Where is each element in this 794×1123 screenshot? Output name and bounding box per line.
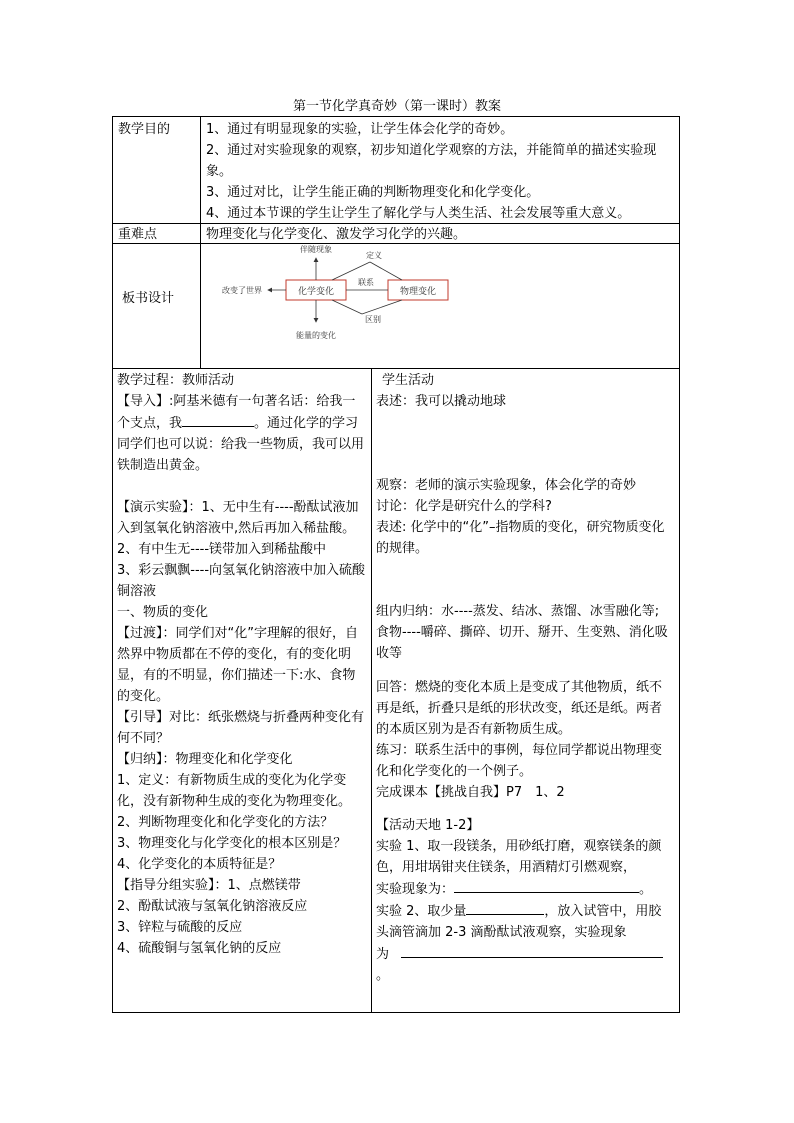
phenomenon-label: 伴随现象	[300, 245, 332, 254]
question-4: 4、化学变化的本质特征是？	[117, 857, 282, 872]
demo-experiment-1: 【演示实验】：1、无中生有----酚酞试液加入到氢氧化钠溶液中,然后再加入稀盐酸。	[117, 500, 359, 536]
objective-item: 4、通过本节课的学生让学生了解化学与人类生活、社会发展等重大意义。	[206, 206, 631, 221]
intro-paragraph: 【导入】:阿基米德有一句著名话：给我一个支点，我 。通过化学的学习同学们也可以说：给我一些物质，我可以用铁制造出黄金。	[117, 394, 365, 473]
student-header: 学生活动	[382, 373, 435, 388]
objective-item: 3、通过对比，让学生能正确的判断物理变化和化学变化。	[206, 185, 540, 200]
experiment-2-result: 为。	[376, 943, 674, 986]
lesson-plan-table	[112, 116, 680, 1013]
link-label: 联系	[358, 278, 374, 287]
student-challenge: 完成课本【挑战自我】P7 1、2	[376, 785, 565, 800]
demo-experiment-3: 3、彩云飘飘----向氢氧化钠溶液中加入硫酸铜溶液	[117, 563, 366, 599]
group-experiment-4: 4、硫酸铜与氢氧化钠的反应	[117, 941, 282, 956]
world-label: 改变了世界	[222, 286, 262, 295]
group-experiment-3: 3、锌粒与硫酸的反应	[117, 920, 243, 935]
document-title: 第一节化学真奇妙（第一课时）教案	[292, 99, 501, 114]
objective-item: 1、通过有明显现象的实验，让学生体会化学的奇妙。	[206, 122, 514, 137]
question-2: 2、判断物理变化和化学变化的方法？	[117, 815, 334, 830]
key-points-label: 重难点	[118, 227, 158, 242]
definition-label: 定义	[366, 251, 382, 260]
intro-blank	[182, 412, 254, 427]
chemical-change-label: 化学变化	[297, 287, 335, 297]
question-3: 3、物理变化与化学变化的根本区别是？	[117, 836, 347, 851]
guide-paragraph: 【引导】对比：纸张燃烧与折叠两种变化有何不同？	[117, 710, 365, 746]
student-answer: 回答：燃烧的变化本质上是变成了其他物质，纸不再是纸，折叠只是纸的形状改变，纸还是纸。两者的本质区别为是否有新物质生成。	[376, 680, 663, 737]
board-label: 板书设计	[122, 291, 175, 306]
experiment-2-blank-result	[401, 943, 663, 958]
teacher-header: 教学过程：教师活动	[117, 373, 235, 388]
student-statement-1: 表述：我可以撬动地球	[376, 394, 507, 409]
experiment-1-text: 实验 1、取一段镁条，用砂纸打磨，观察镁条的颜色，用坩埚钳夹住镁条，用酒精灯引燃观察，	[376, 839, 662, 875]
student-group-summary: 组内归纳：水----蒸发、结冰、蒸馏、冰雪融化等; 食物----嚼碎、撕碎、切开、掰开、生变熟、消化吸收等	[376, 604, 668, 661]
student-observe: 观察：老师的演示实验现象，体会化学的奇妙	[376, 478, 637, 493]
key-points-text: 物理变化与化学变化、激发学习化学的兴趣。	[206, 227, 467, 242]
activity-heading: 【活动天地 1-2】	[376, 818, 480, 833]
experiment-2-blank	[466, 900, 544, 915]
difference-line	[362, 300, 402, 314]
summary-heading: 【归纳】：物理变化和化学变化	[117, 752, 293, 767]
physical-change-label: 物理变化	[399, 287, 437, 297]
objectives-label: 教学目的	[118, 122, 171, 137]
definition-paragraph: 1、定义：有新物质生成的变化为化学变化，没有新物种生成的变化为物理变化。	[117, 773, 352, 809]
definition-line	[370, 262, 402, 280]
transition-paragraph: 【过渡】：同学们对“化”字理解的很好，自然界中物质都在不停的变化，有的变化明显，有的不明显，你们描述一下:水、食物的变化。	[117, 626, 358, 704]
difference-label: 区别	[365, 315, 381, 324]
demo-experiment-2: 2、有中生无----镁带加入到稀盐酸中	[117, 542, 327, 557]
group-experiment-heading: 【指导分组实验】：1、点燃镁带	[117, 878, 301, 893]
experiment-1-result: 实验现象为： 。	[376, 878, 674, 900]
student-practice: 练习：联系生活中的事例，每位同学都说出物理变化和化学变化的一个例子。	[376, 743, 663, 779]
section-heading: 一、物质的变化	[117, 605, 209, 620]
student-discuss: 讨论：化学是研究什么的学科?	[376, 499, 552, 514]
experiment-2-text: 实验 2、取少量 ，放入试管中，用胶头滴管滴加 2-3 滴酚酞试液观察，实验现象	[376, 900, 674, 943]
student-activity-column	[376, 370, 674, 986]
energy-label: 能量的变化	[296, 331, 336, 340]
student-statement-2: 表述: 化学中的“化”–指物质的变化，研究物质变化的规律。	[376, 520, 665, 556]
difference-line	[332, 300, 362, 314]
board-diagram	[202, 244, 462, 368]
teacher-activity-column	[117, 370, 367, 959]
objectives-list	[206, 119, 676, 224]
experiment-1-blank	[454, 878, 639, 893]
group-experiment-2: 2、酚酞试液与氢氧化钠溶液反应	[117, 899, 308, 914]
objective-item: 2、通过对实验现象的观察，初步知道化学观察的方法，并能简单的描述实验现象。	[206, 143, 657, 179]
